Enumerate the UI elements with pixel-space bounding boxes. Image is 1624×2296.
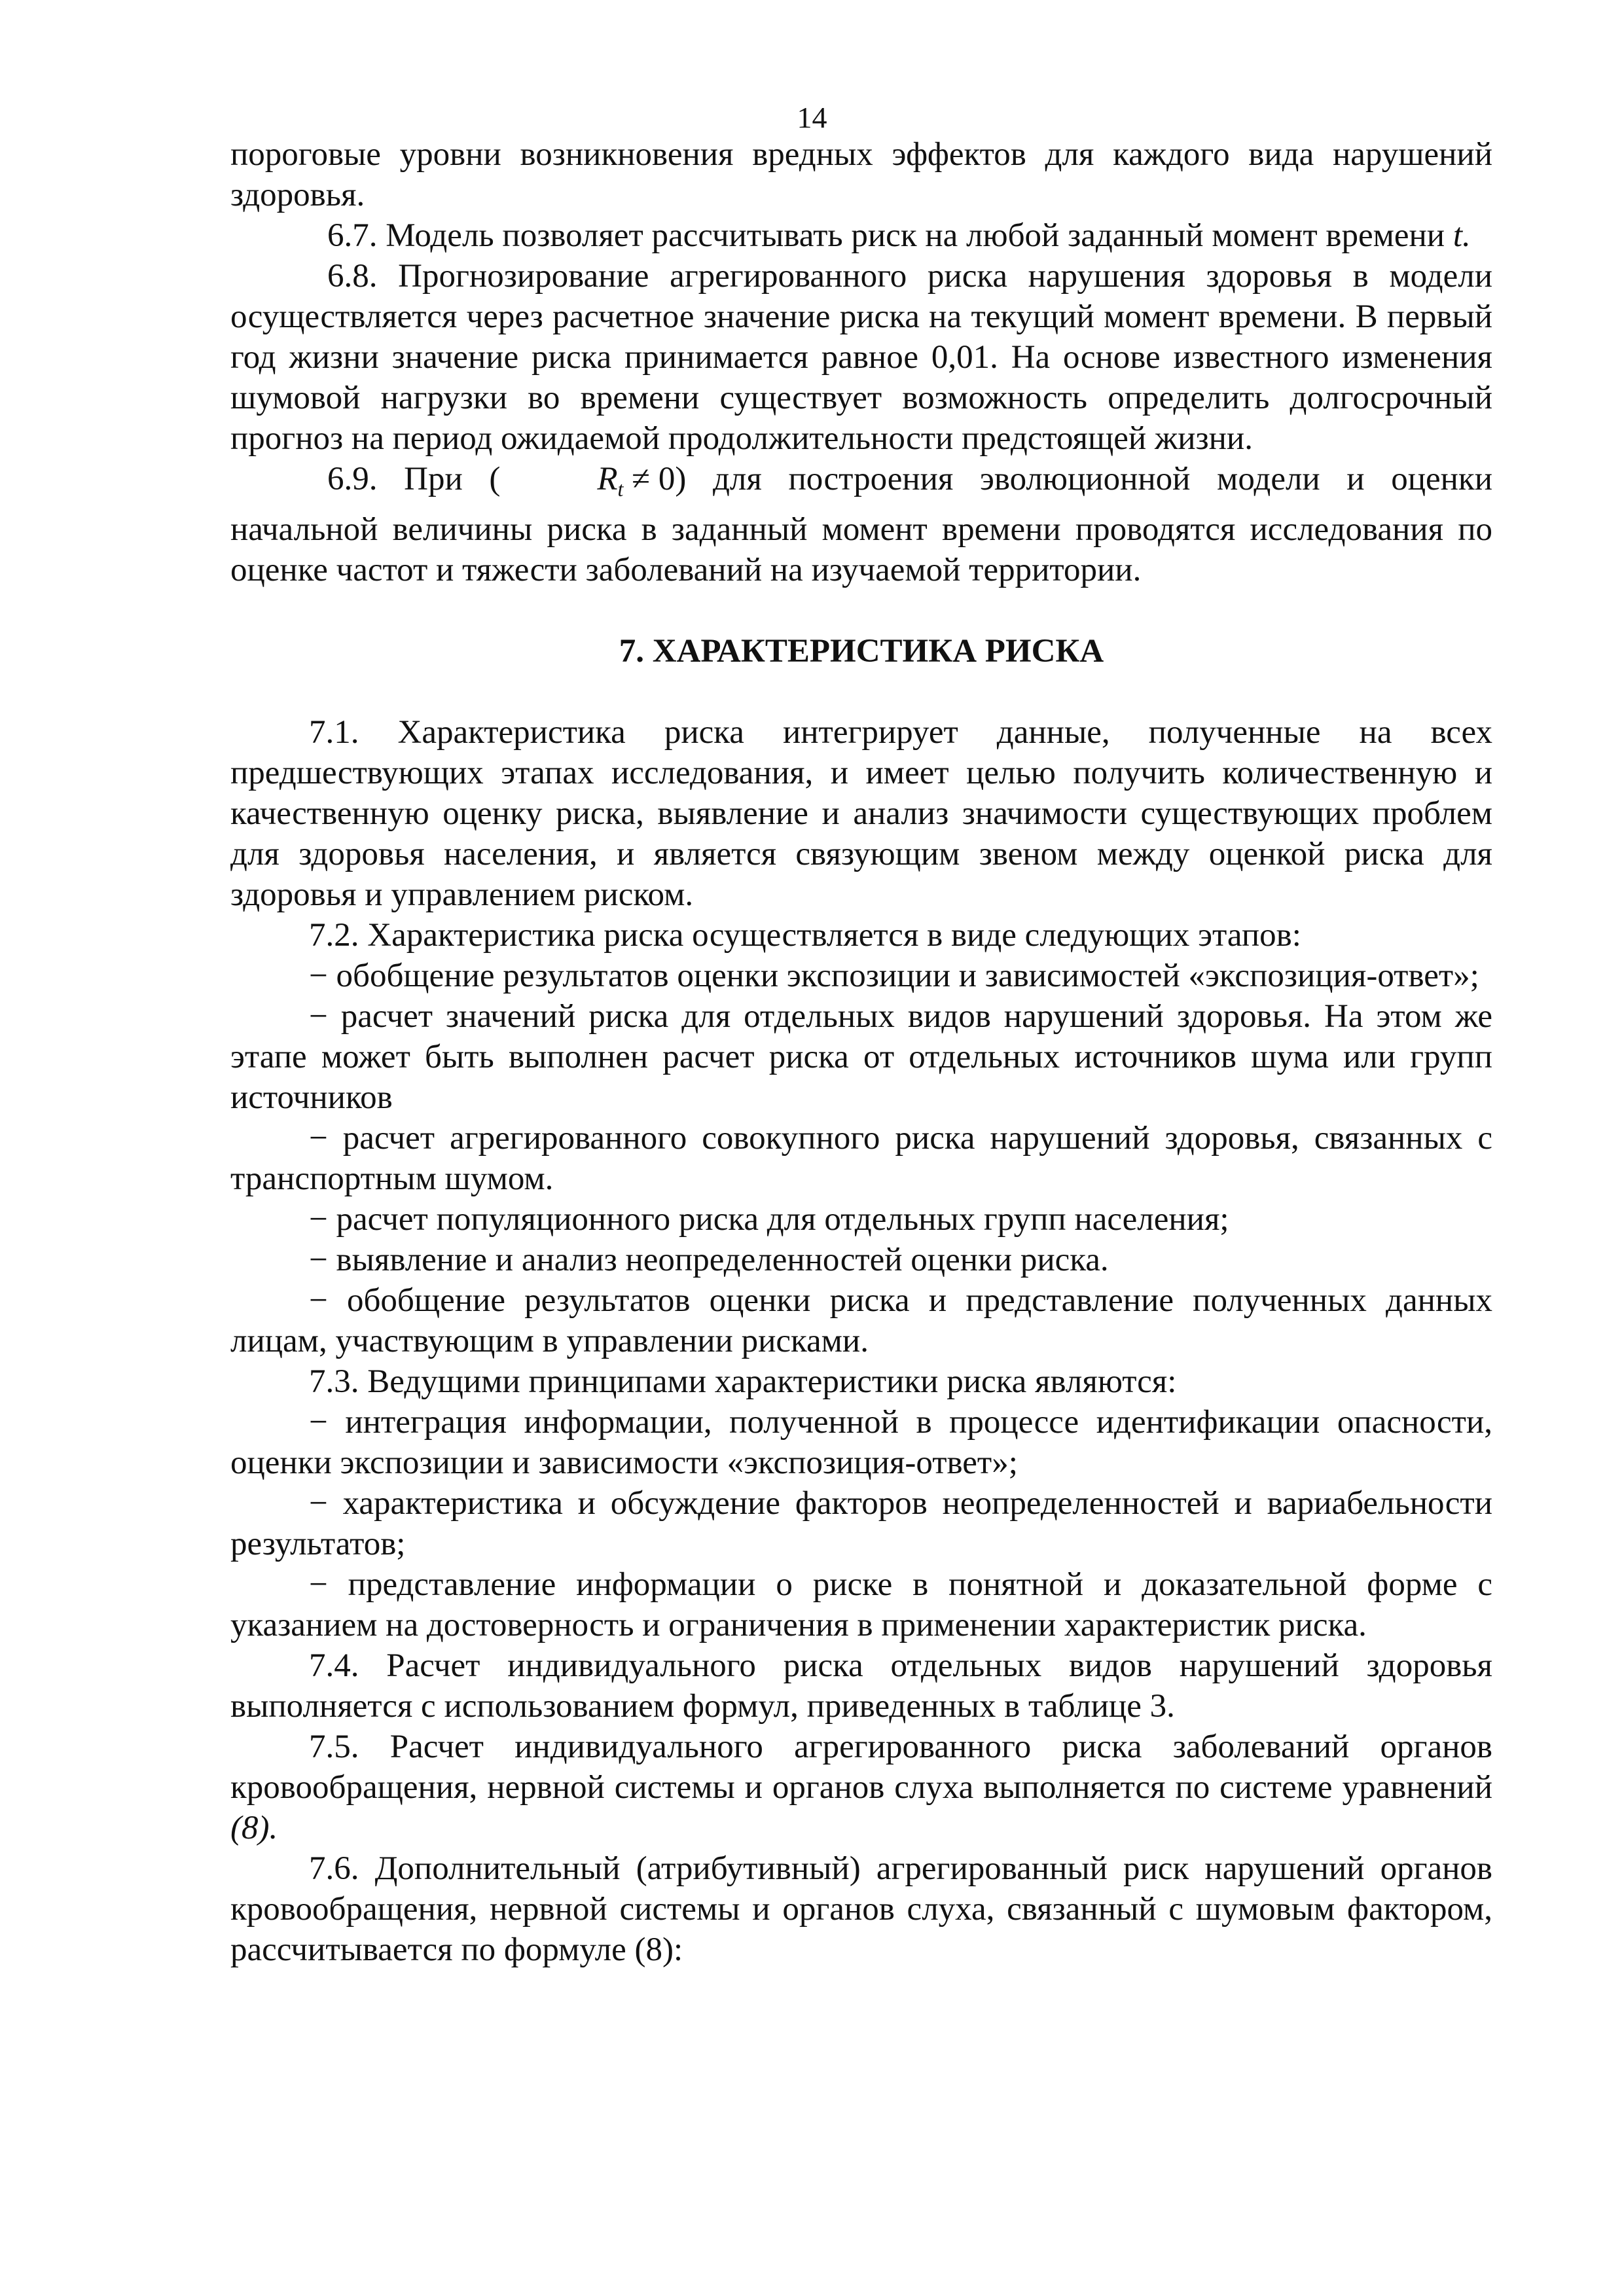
paragraph-7-5-text: 7.5. Расчет индивидуального агрегированного риска заболеваний органов кровообращения, нервной системы и органов слуха выполняется по системе уравнений <box>230 1729 1492 1806</box>
paragraph-6-9 <box>230 459 1492 590</box>
list-item: − представление информации о риске в понятной и доказательной форме с указанием на достоверность и ограничения в применении характеристик риска. <box>230 1566 1492 1643</box>
equation-reference: (8). <box>230 1810 278 1846</box>
list-item: − обобщение результатов оценки экспозиции и зависимостей «экспозиция-ответ»; <box>309 958 1479 994</box>
paragraph-7-3: 7.3. Ведущими принципами характеристики риска являются: <box>309 1363 1177 1400</box>
list-item: − интеграция информации, полученной в процессе идентификации опасности, оценки экспозиции и зависимости «экспозиция-ответ»; <box>230 1404 1492 1481</box>
time-variable: t. <box>1453 217 1471 254</box>
paragraph-continuation: пороговые уровни возникновения вредных эффектов для каждого вида нарушений здоровья. <box>230 136 1492 213</box>
paragraph-7-2: 7.2. Характеристика риска осуществляется в виде следующих этапов: <box>309 917 1301 954</box>
list-item: − расчет агрегированного совокупного риска нарушений здоровья, связанных с транспортным шумом. <box>230 1120 1492 1197</box>
paragraph-6-7-text: 6.7. Модель позволяет рассчитывать риск на любой заданный момент времени <box>327 217 1445 254</box>
paragraph-6-9-start: 6.9. При ( <box>327 461 501 497</box>
page-number: 14 <box>797 101 827 134</box>
list-item: − обобщение результатов оценки риска и представление полученных данных лицам, участвующим в управлении рисками. <box>230 1282 1492 1359</box>
paragraph-7-4: 7.4. Расчет индивидуального риска отдельных видов нарушений здоровья выполняется с использованием формул, приведенных в таблице 3. <box>230 1647 1492 1725</box>
paragraph-7-6: 7.6. Дополнительный (атрибутивный) агрегированный риск нарушений органов кровообращения, нервной системы и органов слуха, связанный с шумовым фактором, рассчитывается по формуле (8): <box>230 1850 1492 1968</box>
list-item: − расчет значений риска для отдельных видов нарушений здоровья. На этом же этапе может быть выполнен расчет риска от отдельных источников шума или групп источников <box>230 998 1492 1116</box>
section-heading: 7. ХАРАКТЕРИСТИКА РИСКА <box>619 633 1104 670</box>
formula-risk-symbol: R <box>597 461 618 497</box>
risk-formula <box>500 459 675 509</box>
formula-relation: ≠ 0 <box>623 461 676 497</box>
list-item: − характеристика и обсуждение факторов неопределенностей и вариабельности результатов; <box>230 1485 1492 1562</box>
paragraph-6-9-end: ) для построения эволюционной модели и оценки начальной величины риска в заданный момент времени проводятся исследования по оценке частот и тяжести заболеваний на изучаемой территории. <box>230 461 1493 588</box>
list-item: − расчет популяционного риска для отдельных групп населения; <box>309 1201 1229 1238</box>
formula-subscript: t <box>617 477 624 501</box>
list-item: − выявление и анализ неопределенностей оценки риска. <box>309 1242 1109 1278</box>
paragraph-7-1: 7.1. Характеристика риска интегрирует данные, полученные на всех предшествующих этапах исследования, и имеет целью получить количественную и качественную оценку риска, выявление и анализ значимости существующих проблем для здоровья населения, и является связующим звеном между оценкой риска для здоровья и управлением риском. <box>230 714 1492 913</box>
paragraph-7-5 <box>230 1727 1492 1848</box>
document-body <box>230 134 1492 1970</box>
paragraph-6-7 <box>230 215 1492 256</box>
paragraph-6-8: 6.8. Прогнозирование агрегированного риска нарушения здоровья в модели осуществляется через расчетное значение риска на текущий момент времени. В первый год жизни значение риска принимается равное 0,01. На основе известного изменения шумовой нагрузки во времени существует возможность определить долгосрочный прогноз на период ожидаемой продолжительности предстоящей жизни. <box>230 258 1492 457</box>
